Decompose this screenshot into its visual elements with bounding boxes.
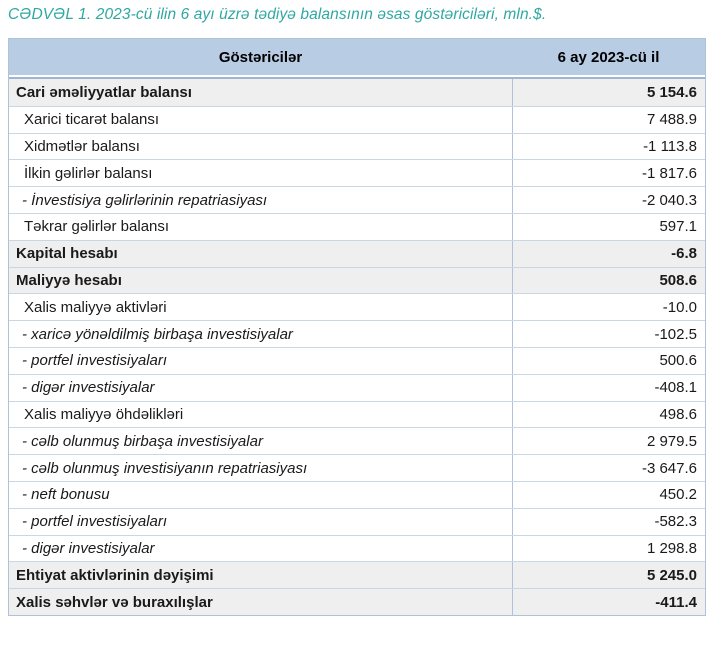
table-row: [9, 186, 705, 213]
row-value: 500.6: [512, 348, 705, 374]
table-header-row: [9, 39, 705, 75]
table-row: [9, 293, 705, 320]
row-value: 5 245.0: [512, 562, 705, 588]
row-value: 508.6: [512, 268, 705, 294]
row-label: - portfel investisiyaları: [22, 352, 168, 370]
table-row: [9, 374, 705, 401]
row-value: -582.3: [512, 509, 705, 535]
row-value: 7 488.9: [512, 107, 705, 133]
table-row: [9, 320, 705, 347]
table-row: [9, 427, 705, 454]
table-row: [9, 401, 705, 428]
row-value: 498.6: [512, 402, 705, 428]
row-label: - neft bonusu: [22, 486, 110, 504]
row-label: Maliyyə hesabı: [16, 271, 122, 289]
row-value: 5 154.6: [512, 79, 705, 106]
row-value: -411.4: [512, 589, 705, 615]
row-label: - cəlb olunmuş investisiyanın repatriasiyası: [22, 459, 308, 477]
row-value: -1 817.6: [512, 160, 705, 186]
table-row: [9, 213, 705, 240]
table-row: [9, 159, 705, 186]
table-body: [9, 79, 705, 615]
row-label: İlkin gəlirlər balansı: [24, 164, 153, 182]
row-value: -408.1: [512, 375, 705, 401]
row-value: -3 647.6: [512, 455, 705, 481]
row-label: - portfel investisiyaları: [22, 513, 168, 531]
row-value: -2 040.3: [512, 187, 705, 213]
row-value: -102.5: [512, 321, 705, 347]
row-label: - xaricə yönəldilmiş birbaşa investisiyalar: [22, 325, 293, 343]
row-label: - digər investisiyalar: [22, 379, 155, 397]
table-row: [9, 561, 705, 588]
table-row: [9, 133, 705, 160]
row-label: Xalis maliyyə aktivləri: [24, 298, 167, 316]
table-row: [9, 347, 705, 374]
row-label: Təkrar gəlirlər balansı: [24, 218, 170, 236]
row-value: -6.8: [512, 241, 705, 267]
row-value: -10.0: [512, 294, 705, 320]
table-row: [9, 267, 705, 294]
balance-of-payments-table: [8, 38, 706, 616]
row-value: 1 298.8: [512, 536, 705, 562]
column-header-period: 6 ay 2023-cü il: [557, 48, 660, 66]
row-label: Cari əməliyyatlar balansı: [16, 83, 192, 101]
row-label: Kapital hesabı: [16, 245, 118, 263]
row-label: Xalis maliyyə öhdəlikləri: [24, 405, 184, 423]
row-label: - digər investisiyalar: [22, 539, 155, 557]
row-value: -1 113.8: [512, 134, 705, 160]
page-title: CƏDVƏL 1. 2023-cü ilin 6 ayı üzrə tədiyə balansının əsas göstəriciləri, mln.$.: [8, 6, 547, 23]
table-row: [9, 535, 705, 562]
row-label: Xalis səhvlər və buraxılışlar: [16, 593, 213, 611]
row-label: - cəlb olunmuş birbaşa investisiyalar: [22, 432, 263, 450]
table-row: [9, 508, 705, 535]
row-label: Xidmətlər balansı: [24, 137, 140, 155]
row-label: - İnvestisiya gəlirlərinin repatriasiyası: [22, 191, 268, 209]
row-label: Xarici ticarət balansı: [24, 111, 160, 129]
table-row: [9, 481, 705, 508]
table-row: [9, 106, 705, 133]
table-row: [9, 79, 705, 106]
row-value: 597.1: [512, 214, 705, 240]
row-value: 450.2: [512, 482, 705, 508]
table-row: [9, 240, 705, 267]
row-value: 2 979.5: [512, 428, 705, 454]
table-row: [9, 588, 705, 615]
table-row: [9, 454, 705, 481]
column-header-indicators: Göstəricilər: [218, 48, 303, 66]
row-label: Ehtiyat aktivlərinin dəyişimi: [16, 566, 214, 584]
